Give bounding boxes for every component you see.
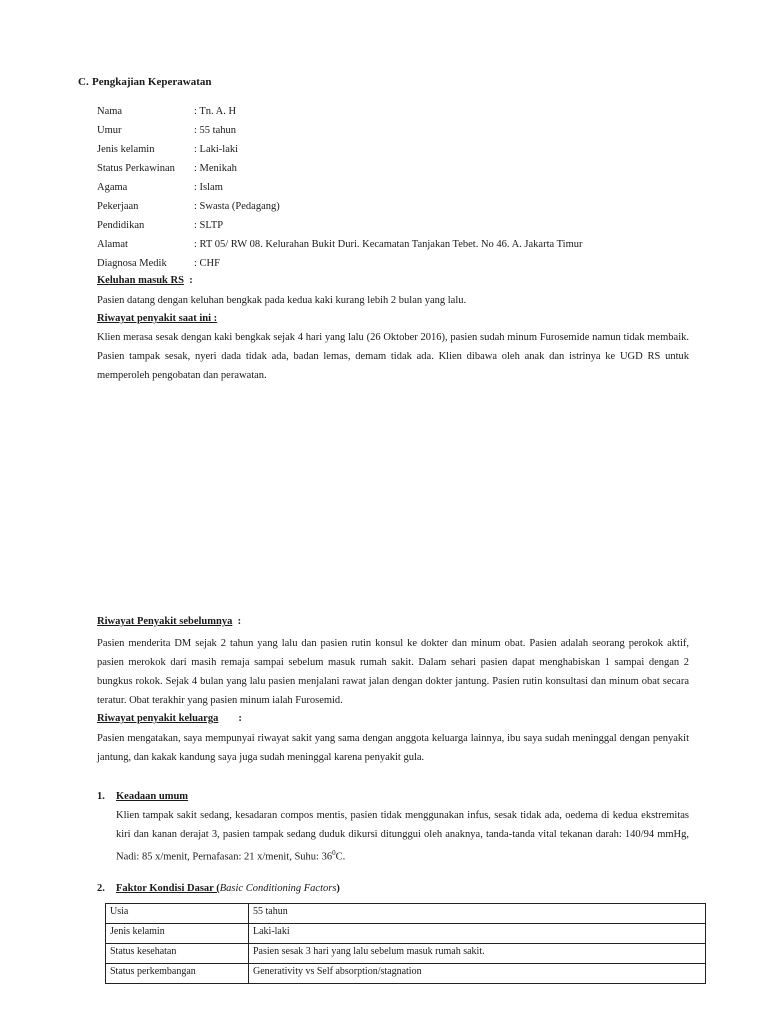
keadaan-umum-number: 1. [97, 791, 105, 802]
riwayat-keluarga-colon: : [238, 713, 242, 724]
faktor-kondisi-italic: Basic Conditioning Factors [219, 883, 337, 894]
identity-key: Agama [97, 182, 128, 193]
riwayat-sebelumnya-colon: : [237, 616, 242, 627]
basic-conditioning-table [105, 903, 706, 984]
identity-key: Pekerjaan [97, 201, 139, 212]
identity-value: : Islam [194, 182, 223, 193]
identity-key: Pendidikan [97, 220, 145, 231]
faktor-kondisi-number: 2. [97, 883, 105, 894]
riwayat-sebelumnya-heading [97, 616, 241, 627]
identity-row-agama [97, 181, 223, 195]
table-label-cell: Status perkembangan [106, 964, 249, 984]
identity-key: Alamat [97, 239, 128, 250]
riwayat-keluarga-heading [97, 713, 242, 724]
identity-row-pendidikan [97, 219, 223, 233]
table-label-cell: Jenis kelamin [106, 924, 249, 944]
keadaan-umum-heading [97, 791, 188, 802]
section-letter: C. [78, 76, 89, 88]
table-label-cell: Status kesehatan [106, 944, 249, 964]
riwayat-saat-ini-heading: Riwayat penyakit saat ini : [97, 313, 218, 324]
identity-row-nama [97, 105, 236, 119]
riwayat-keluarga-text: Pasien mengatakan, saya mempunyai riwayat sakit yang sama dengan anggota keluarga lainnya, ibu saya sudah meninggal dengan penyakit jantung, dan kakak kandung saya juga sudah meninggal karena penyakit gula. [97, 733, 689, 763]
identity-value: : Tn. A. H [194, 106, 237, 117]
identity-row-jenis-kelamin [97, 143, 238, 157]
identity-value: : 55 tahun [194, 125, 236, 136]
table-row [106, 944, 706, 964]
identity-key: Nama [97, 106, 123, 117]
identity-value: : Laki-laki [194, 144, 239, 155]
identity-value: : Menikah [194, 163, 237, 174]
degree-superscript: 0 [332, 849, 336, 857]
identity-row-alamat [97, 238, 582, 252]
table-label-cell: Usia [106, 904, 249, 924]
identity-key: Umur [97, 125, 122, 136]
identity-row-pekerjaan [97, 200, 280, 214]
identity-row-diagnosa [97, 257, 220, 271]
keadaan-umum-body: Klien tampak sakit sedang, kesadaran compos mentis, pasien tidak menggunakan infus, sesak tidak ada, oedema di kedua ekstremitas kiri dan kanan derajat 3, pasien tampak sedang duduk dikursi ditunggui oleh anaknya, tanda-tanda vital tekanan darah: 140/94 mmHg, Nadi: 85 x/menit, Pernafasan: 21 x/menit, Suhu: 36 [116, 810, 689, 863]
temperature-unit: C. [335, 851, 346, 863]
faktor-kondisi-close: ) [336, 883, 340, 894]
section-heading [78, 76, 211, 88]
table-value-cell: Pasien sesak 3 hari yang lalu sebelum masuk rumah sakit. [249, 944, 706, 964]
table-value-cell: 55 tahun [249, 904, 706, 924]
riwayat-keluarga-title: Riwayat penyakit keluarga [97, 713, 219, 724]
table-row [106, 924, 706, 944]
keluhan-title: Keluhan masuk RS [97, 275, 184, 286]
keadaan-umum-title: Keadaan umum [116, 791, 189, 802]
table-value-cell: Laki-laki [249, 924, 706, 944]
keluhan-heading [97, 275, 193, 286]
keadaan-umum-text [116, 806, 689, 867]
keluhan-text: Pasien datang dengan keluhan bengkak pada kedua kaki kurang lebih 2 bulan yang lalu. [97, 295, 467, 306]
identity-value: : CHF [194, 258, 220, 269]
identity-key: Jenis kelamin [97, 144, 155, 155]
keluhan-colon: : [189, 275, 193, 286]
riwayat-sebelumnya-title: Riwayat Penyakit sebelumnya [97, 616, 233, 627]
identity-value: : Swasta (Pedagang) [194, 201, 280, 212]
identity-key: Status Perkawinan [97, 163, 175, 174]
identity-row-status-perkawinan [97, 162, 237, 176]
table-value-cell: Generativity vs Self absorption/stagnation [249, 964, 706, 984]
riwayat-saat-ini-text: Klien merasa sesak dengan kaki bengkak sejak 4 hari yang lalu (26 Oktober 2016), pasien sudah minum Furosemide namun tidak membaik. Pasien tampak sesak, nyeri dada tidak ada, badan lemas, demam tidak ada. Klien dibawa oleh anak dan istrinya ke UGD RS untuk memperoleh pengobatan dan perawatan. [97, 332, 689, 381]
faktor-kondisi-title: Faktor Kondisi Dasar ( [116, 883, 220, 894]
table-row [106, 964, 706, 984]
table-row [106, 904, 706, 924]
faktor-kondisi-heading [97, 883, 340, 894]
section-title: Pengkajian Keperawatan [92, 76, 212, 88]
identity-value: : RT 05/ RW 08. Kelurahan Bukit Duri. Kecamatan Tanjakan Tebet. No 46. A. Jakarta Timur [194, 239, 583, 250]
identity-row-umur [97, 124, 236, 138]
riwayat-sebelumnya-text: Pasien menderita DM sejak 2 tahun yang lalu dan pasien rutin konsul ke dokter dan minum obat. Pasien adalah seorang perokok aktif, pasien merokok dari masih remaja sampai sebelum masuk rumah sakit. Dalam sehari pasien dapat menghabiskan 1 sampai dengan 2 bungkus rokok. Sejak 4 bulan yang lalu pasien menjalani rawat jalan dengan dokter jantung. Pasien rutin konsultasi dan minum obat secara teratur. Obat terakhir yang pasien minum ialah Furosemid. [97, 638, 689, 706]
identity-value: : SLTP [194, 220, 224, 231]
identity-key: Diagnosa Medik [97, 258, 167, 269]
